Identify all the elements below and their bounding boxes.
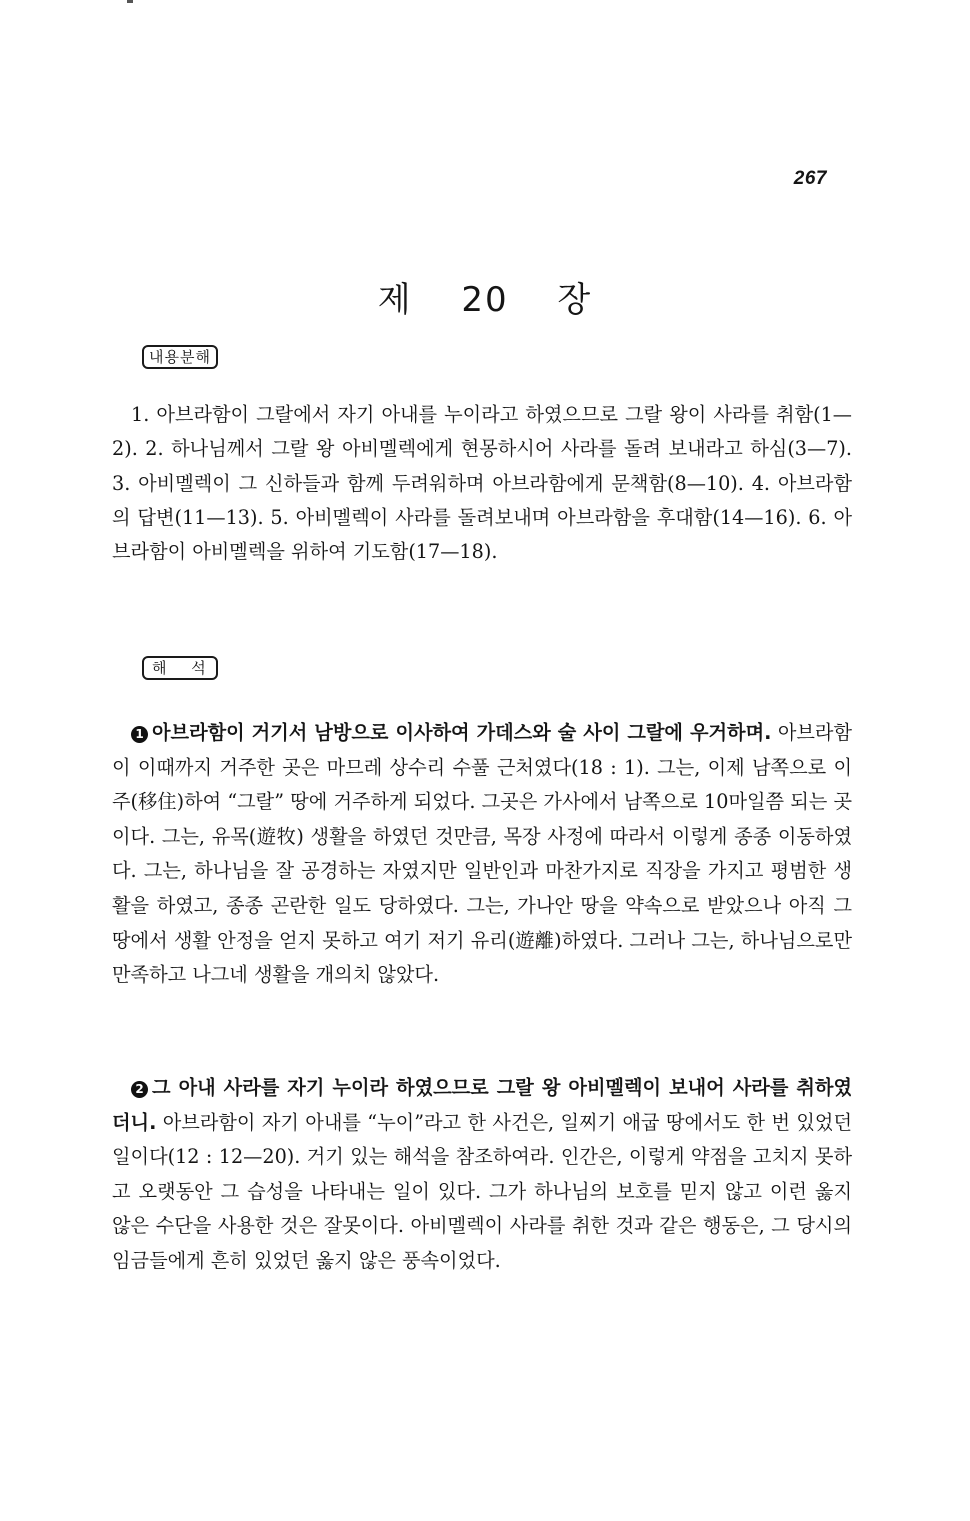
verse-explanation: 아브라함이 자기 아내를 “누이”라고 한 사건은, 일찌기 애굽 땅에서도 한 번 있었던 일이다(12 : 12—20). 거기 있는 해석을 참조하여라. 인간은, 이렇게 약점을 고치지 못하고 오랫동안 그 습성을 나타내는 일이 있다. 그가 하나님의 보호를 믿지 않고 이런 옳지 않은 수단을 사용한 것은 잘못이다. 아비멜렉이 사라를 취한 것과 같은 행동은, 그 당시의 임금들에게 흔히 있었던 옳지 않은 풍속이었다.	[112, 1110, 852, 1272]
verse-commentary-1	[112, 716, 852, 993]
chapter-title: 제 20 장	[377, 280, 593, 320]
verse-commentary-2	[112, 1071, 852, 1279]
verse-number-badge: 2	[131, 1081, 148, 1098]
outline-label: 내용분해	[142, 345, 218, 369]
outline-text: 1. 아브라함이 그랄에서 자기 아내를 누이라고 하였으므로 그랄 왕이 사라를 취함(1—2). 2. 하나님께서 그랄 왕 아비멜렉에게 현몽하시어 사라를 돌려 보내라고 하심(3—7). 3. 아비멜렉이 그 신하들과 함께 두려워하며 아브라함에게 문책함(8—10). 4. 아브라함의 답변(11—13). 5. 아비멜렉이 사라를 돌려보내며 아브라함을 후대함(14—16). 6. 아브라함이 아비멜렉을 위하여 기도함(17—18).	[112, 403, 852, 564]
verse-quote: 아브라함이 거기서 남방으로 이사하여 가데스와 술 사이 그랄에 우거하며.	[152, 721, 772, 744]
verse-number-badge: 1	[131, 726, 148, 743]
page-number: 267	[793, 168, 827, 189]
verse-explanation: 아브라함이 이때까지 거주한 곳은 마므레 상수리 수풀 근처였다(18 : 1). 그는, 이제 남쪽으로 이주(移住)하여 “그랄” 땅에 거주하게 되었다. 그곳은 가사에서 남쪽으로 10마일쯤 되는 곳이다. 그는, 유목(遊牧) 생활을 하였던 것만큼, 목장 사정에 따라서 이렇게 종종 이동하였다. 그는, 하나님을 잘 공경하는 자였지만 일반인과 마찬가지로 직장을 가지고 평범한 생활을 하였고, 종종 곤란한 일도 당하였다. 그는, 가나안 땅을 약속으로 받았으나 아직 그 땅에서 생활 안정을 얻지 못하고 여기 저기 유리(遊離)하였다. 그러나 그는, 하나님으로만 만족하고 나그네 생활을 개의치 않았다.	[112, 721, 852, 987]
verse-quote: 그 아내 사라를 자기 누이라 하였으므로 그랄 왕 아비멜렉이 보내어 사라를 취하였더니.	[112, 1076, 852, 1134]
scan-mark	[127, 0, 133, 3]
commentary-label: 해 석	[142, 656, 218, 680]
